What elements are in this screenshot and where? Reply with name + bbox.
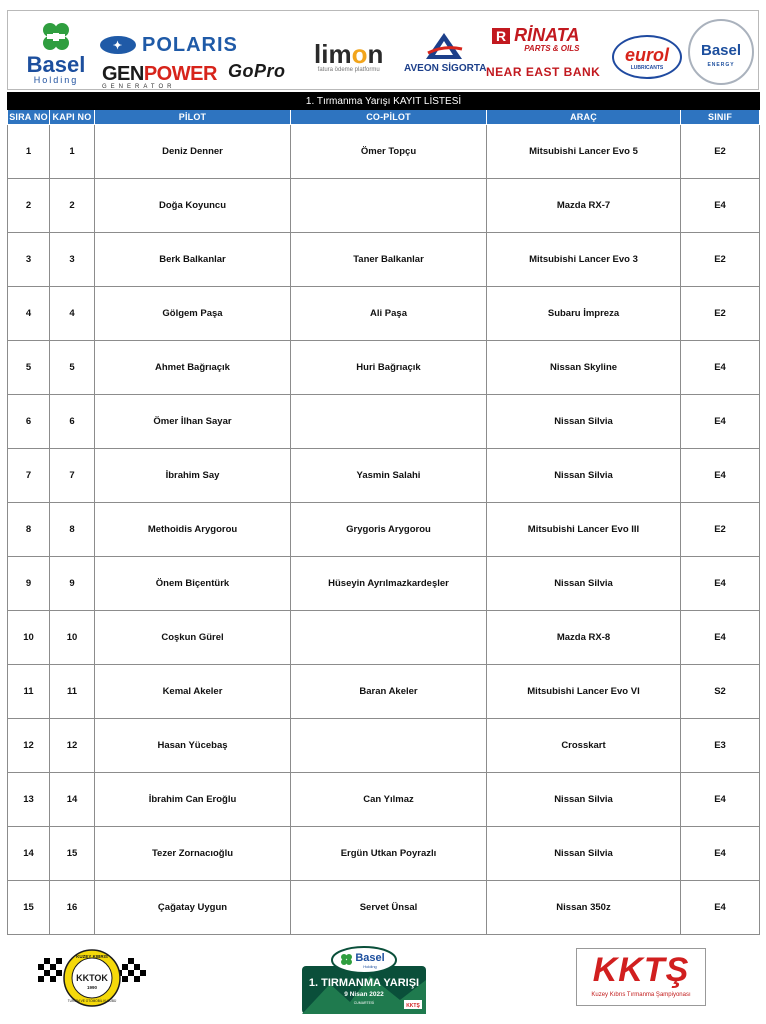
cell-co-pilot — [291, 395, 487, 449]
cell-kapi-no: 7 — [50, 449, 95, 503]
genpower-power: POWER — [143, 63, 217, 85]
table-row — [8, 503, 760, 557]
cell-sinif: E4 — [681, 179, 760, 233]
entry-list-table — [7, 92, 760, 935]
table-row — [8, 233, 760, 287]
cell-co-pilot: Can Yılmaz — [291, 773, 487, 827]
event-date: 9 Nisan 2022 — [344, 991, 384, 998]
cell-co-pilot: Grygoris Arygorou — [291, 503, 487, 557]
cell-sinif: E4 — [681, 827, 760, 881]
cell-pilot: Ahmet Bağrıaçık — [95, 341, 291, 395]
cell-kapi-no: 11 — [50, 665, 95, 719]
kkts-logo — [576, 948, 706, 1006]
cell-kapi-no: 6 — [50, 395, 95, 449]
cell-arac: Mitsubishi Lancer Evo 3 — [487, 233, 681, 287]
kktok-name: KKTOK — [76, 973, 108, 983]
cell-sinif: E4 — [681, 449, 760, 503]
cell-sira-no: 1 — [8, 125, 50, 179]
eurol-logo — [612, 35, 682, 79]
cell-arac: Mitsubishi Lancer Evo VI — [487, 665, 681, 719]
kktok-bottom-text: TURİZM VE OTOMOBİL KULÜBÜ — [67, 999, 117, 1003]
cell-sira-no: 11 — [8, 665, 50, 719]
cell-sira-no: 12 — [8, 719, 50, 773]
table-title-row — [8, 93, 760, 110]
polaris-logo — [100, 33, 238, 57]
cell-arac: Nissan Silvia — [487, 395, 681, 449]
cell-co-pilot: Hüseyin Ayrılmazkardeşler — [291, 557, 487, 611]
cell-sira-no: 15 — [8, 881, 50, 935]
cell-kapi-no: 10 — [50, 611, 95, 665]
aveon-name: AVEON SİGORTA — [404, 63, 487, 74]
cell-kapi-no: 3 — [50, 233, 95, 287]
kktok-top-text: KUZEY KIBRIS — [76, 954, 108, 959]
eurol-tag: LUBRICANTS — [630, 65, 664, 71]
cell-pilot: Gölgem Paşa — [95, 287, 291, 341]
basel-clover-icon — [36, 21, 76, 55]
aveon-sigorta-logo — [404, 31, 487, 74]
cell-arac: Nissan 350z — [487, 881, 681, 935]
cell-arac: Nissan Skyline — [487, 341, 681, 395]
header-sinif: SINIF — [681, 110, 760, 125]
cell-sira-no: 14 — [8, 827, 50, 881]
cell-sira-no: 4 — [8, 287, 50, 341]
event-logo — [300, 944, 428, 1018]
cell-co-pilot: Yasmin Salahi — [291, 449, 487, 503]
cell-pilot: Methoidis Arygorou — [95, 503, 291, 557]
cell-kapi-no: 12 — [50, 719, 95, 773]
limon-li: lim — [314, 39, 352, 69]
cell-sira-no: 3 — [8, 233, 50, 287]
cell-sira-no: 6 — [8, 395, 50, 449]
cell-pilot: Berk Balkanlar — [95, 233, 291, 287]
table-row — [8, 287, 760, 341]
cell-arac: Mitsubishi Lancer Evo III — [487, 503, 681, 557]
header-pilot: PİLOT — [95, 110, 291, 125]
cell-kapi-no: 14 — [50, 773, 95, 827]
eurol-name: eurol — [624, 45, 669, 65]
cell-kapi-no: 9 — [50, 557, 95, 611]
kktok-logo — [34, 944, 150, 1014]
footer-logos — [0, 938, 766, 1024]
cell-pilot: Tezer Zornacıoğlu — [95, 827, 291, 881]
cell-co-pilot: Huri Bağrıaçık — [291, 341, 487, 395]
cell-kapi-no: 2 — [50, 179, 95, 233]
cell-pilot: İbrahim Can Eroğlu — [95, 773, 291, 827]
polaris-name: POLARIS — [142, 33, 238, 56]
cell-pilot: Coşkun Gürel — [95, 611, 291, 665]
cell-kapi-no: 15 — [50, 827, 95, 881]
cell-pilot: Önem Biçentürk — [95, 557, 291, 611]
table-row — [8, 449, 760, 503]
cell-pilot: Hasan Yücebaş — [95, 719, 291, 773]
cell-arac: Mazda RX-8 — [487, 611, 681, 665]
table-row — [8, 341, 760, 395]
header-co-pilot: CO-PİLOT — [291, 110, 487, 125]
table-row — [8, 827, 760, 881]
cell-arac: Mitsubishi Lancer Evo 5 — [487, 125, 681, 179]
limon-o: o — [351, 39, 368, 69]
cell-pilot: Ömer İlhan Sayar — [95, 395, 291, 449]
table-row — [8, 125, 760, 179]
kkts-name: KKTŞ — [592, 951, 690, 989]
cell-sinif: E2 — [681, 233, 760, 287]
cell-sinif: S2 — [681, 665, 760, 719]
table-row — [8, 179, 760, 233]
limon-tag: fatura ödeme platformu — [317, 67, 380, 73]
cell-arac: Nissan Silvia — [487, 557, 681, 611]
rinata-logo — [492, 25, 579, 53]
cell-sira-no: 10 — [8, 611, 50, 665]
event-brand: Basel — [355, 952, 385, 964]
cell-sinif: E4 — [681, 773, 760, 827]
event-day: CUMARTESİ — [353, 1001, 375, 1005]
cell-co-pilot — [291, 611, 487, 665]
cell-co-pilot — [291, 719, 487, 773]
cell-arac: Subaru İmpreza — [487, 287, 681, 341]
cell-sira-no: 2 — [8, 179, 50, 233]
basel-holding-logo — [16, 21, 96, 85]
cell-pilot: Kemal Akeler — [95, 665, 291, 719]
basel-holding-sub: Holding — [33, 75, 79, 85]
rinata-name: RİNATA — [514, 25, 580, 45]
cell-sinif: E2 — [681, 503, 760, 557]
cell-sira-no: 5 — [8, 341, 50, 395]
polaris-star-icon: ✦ — [100, 36, 136, 54]
cell-kapi-no: 1 — [50, 125, 95, 179]
sponsor-banner — [7, 10, 759, 90]
table-title: 1. Tırmanma Yarışı KAYIT LİSTESİ — [8, 93, 760, 110]
cell-pilot: Çağatay Uygun — [95, 881, 291, 935]
cell-sinif: E4 — [681, 557, 760, 611]
cell-kapi-no: 16 — [50, 881, 95, 935]
genpower-logo — [102, 63, 217, 90]
table-row — [8, 557, 760, 611]
cell-sinif: E4 — [681, 395, 760, 449]
cell-sinif: E2 — [681, 287, 760, 341]
header-arac: ARAÇ — [487, 110, 681, 125]
cell-sira-no: 13 — [8, 773, 50, 827]
cell-kapi-no: 5 — [50, 341, 95, 395]
near-east-bank-logo: NEAR EAST BANK — [486, 65, 601, 79]
limon-logo — [314, 39, 383, 73]
cell-co-pilot: Ali Paşa — [291, 287, 487, 341]
cell-co-pilot: Servet Ünsal — [291, 881, 487, 935]
basel-energy-name: Basel — [700, 42, 742, 59]
table-row — [8, 881, 760, 935]
cell-sinif: E4 — [681, 611, 760, 665]
cell-sinif: E3 — [681, 719, 760, 773]
aveon-triangle-icon — [424, 31, 464, 61]
cell-pilot: Deniz Denner — [95, 125, 291, 179]
cell-sinif: E4 — [681, 341, 760, 395]
cell-arac: Mazda RX-7 — [487, 179, 681, 233]
cell-co-pilot: Ergün Utkan Poyrazlı — [291, 827, 487, 881]
gopro-logo: GoPro — [228, 61, 286, 81]
table-header-row — [8, 110, 760, 125]
cell-sira-no: 7 — [8, 449, 50, 503]
basel-holding-name: Basel — [26, 52, 86, 77]
table-row — [8, 395, 760, 449]
cell-co-pilot: Taner Balkanlar — [291, 233, 487, 287]
genpower-gen: GEN — [102, 63, 144, 85]
cell-arac: Nissan Silvia — [487, 827, 681, 881]
cell-kapi-no: 8 — [50, 503, 95, 557]
cell-co-pilot: Baran Akeler — [291, 665, 487, 719]
table-row — [8, 665, 760, 719]
limon-n: n — [367, 39, 384, 69]
event-tag: KKTŞ — [406, 1003, 420, 1009]
event-brand-sub: Holding — [363, 964, 377, 969]
header-sira-no: SIRA NO — [8, 110, 50, 125]
cell-pilot: İbrahim Say — [95, 449, 291, 503]
cell-kapi-no: 4 — [50, 287, 95, 341]
genpower-tag: GENERATOR — [102, 84, 176, 90]
event-title: 1. TIRMANMA YARIŞI — [308, 977, 420, 989]
kkts-subtitle: Kuzey Kıbrıs Tırmanma Şampiyonası — [591, 992, 691, 998]
rinata-box: R — [492, 28, 510, 44]
cell-sinif: E4 — [681, 881, 760, 935]
cell-sira-no: 8 — [8, 503, 50, 557]
basel-energy-logo — [688, 19, 754, 85]
table-row — [8, 719, 760, 773]
header-kapi-no: KAPI NO — [50, 110, 95, 125]
table-row — [8, 611, 760, 665]
checkered-flag-left-icon — [38, 958, 62, 982]
cell-co-pilot — [291, 179, 487, 233]
cell-arac: Nissan Silvia — [487, 773, 681, 827]
table-row — [8, 773, 760, 827]
cell-sira-no: 9 — [8, 557, 50, 611]
cell-arac: Crosskart — [487, 719, 681, 773]
cell-co-pilot: Ömer Topçu — [291, 125, 487, 179]
kktok-year: 1990 — [86, 985, 98, 990]
basel-energy-tag: ENERGY — [707, 62, 735, 68]
rinata-sub: PARTS & OILS — [524, 44, 580, 53]
cell-sinif: E2 — [681, 125, 760, 179]
cell-arac: Nissan Silvia — [487, 449, 681, 503]
cell-pilot: Doğa Koyuncu — [95, 179, 291, 233]
